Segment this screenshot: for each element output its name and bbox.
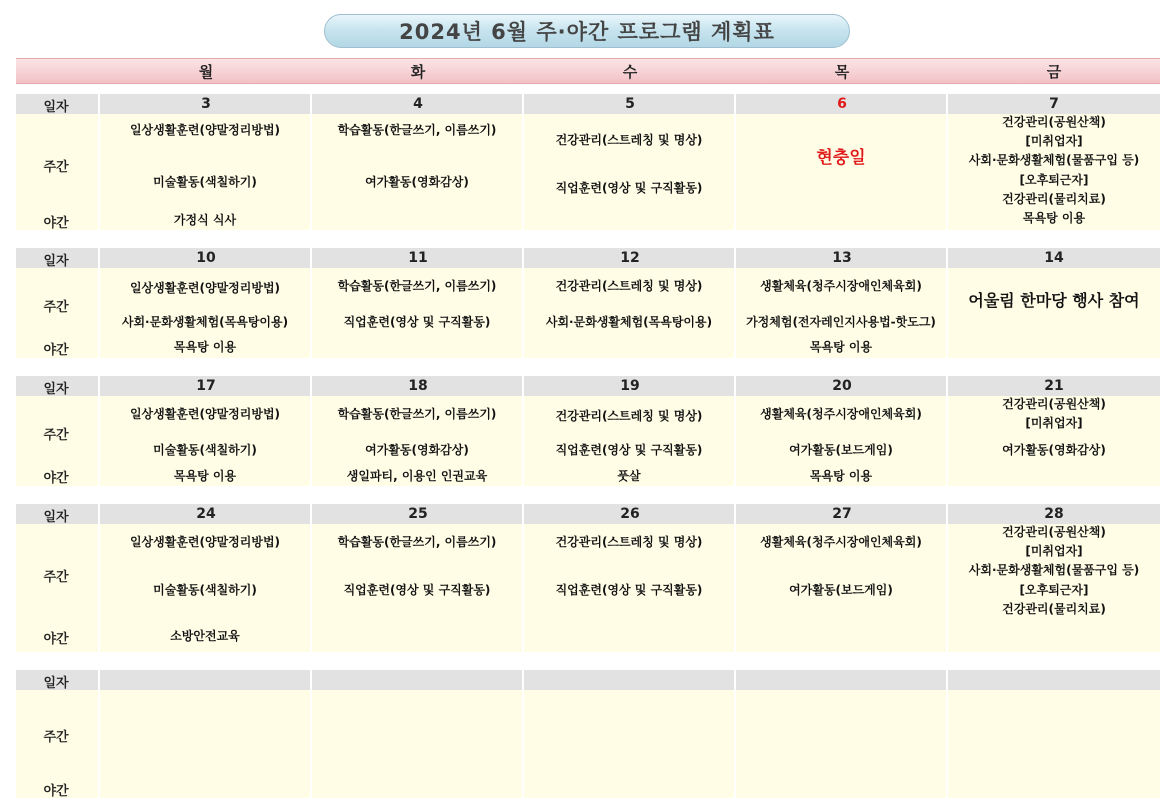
program-item: 생일파티, 이용인 인권교육 [346,469,488,483]
label-night: 야간 [43,216,69,231]
weekday-wed: 수 [622,62,638,81]
date-fri: 14 [1044,250,1064,266]
program-item: 미술활동(색칠하기) [153,175,257,189]
program-item: 생활체육(청주시장애인체육회) [760,407,922,421]
cell-thu [736,396,946,486]
page-title: 2024년 6월 주·야간 프로그램 계획표 [324,14,850,48]
program-item: 여가활동(보드게임) [789,583,893,597]
date-tue: 4 [413,96,423,112]
program-item: 가정식 식사 [173,213,237,227]
program-item: 여가활동(보드게임) [789,443,893,457]
cell-fri [948,396,1160,486]
week-3 [16,376,1160,486]
program-item: 사회·문화생활체험(목욕탕이용) [121,315,289,329]
program-item: 소방안전교육 [170,629,240,643]
cell-mon [100,524,310,652]
program-item: 건강관리(공원산책) [1002,115,1106,129]
cell-wed [524,114,734,230]
program-item: 일상생활훈련(양말정리방법) [129,123,281,137]
cell-fri [948,114,1160,230]
date-fri: 7 [1049,96,1059,112]
program-item: 건강관리(스트레칭 및 명상) [555,279,703,293]
program-item: 여가활동(영화감상) [365,175,469,189]
program-item: 목욕탕 이용 [809,340,873,354]
program-item: 여가활동(영화감상) [365,443,469,457]
program-item: 학습활동(한글쓰기, 이름쓰기) [337,535,497,549]
program-item: 사회·문화생활체험(물품구입 등) [968,153,1140,167]
program-item: 직업훈련(영상 및 구직활동) [555,443,703,457]
cell-mon [100,396,310,486]
date-wed: 5 [625,96,635,112]
date-thu: 20 [832,378,852,394]
cell-wed [524,524,734,652]
program-item: 생활체육(청주시장애인체육회) [760,535,922,549]
label-night: 야간 [43,343,69,358]
program-item: 학습활동(한글쓰기, 이름쓰기) [337,407,497,421]
program-item: 건강관리(스트레칭 및 명상) [555,133,703,147]
date-tue: 25 [408,506,428,522]
cell-thu [736,524,946,652]
weekday-tue: 화 [410,62,426,81]
week-2 [16,248,1160,358]
program-item: 목욕탕 이용 [173,469,237,483]
label-date: 일자 [43,510,69,525]
program-item: 일상생활훈련(양말정리방법) [129,281,281,295]
date-mon: 17 [196,378,216,394]
date-wed: 19 [620,378,640,394]
weekday-thu: 목 [834,62,850,81]
program-item: 건강관리(공원산책) [1002,525,1106,539]
program-item: 건강관리(스트레칭 및 명상) [555,535,703,549]
cell-fri [948,268,1160,358]
label-day: 주간 [43,160,69,175]
date-row [16,670,1160,690]
label-night: 야간 [43,784,69,799]
weekday-fri: 금 [1046,62,1062,81]
cell-thu [736,268,946,358]
program-item: 직업훈련(영상 및 구직활동) [343,315,491,329]
cell-tue [312,524,522,652]
program-item: 일상생활훈련(양말정리방법) [129,407,281,421]
weekday-mon: 월 [198,62,214,81]
date-tue: 18 [408,378,428,394]
week-4 [16,504,1160,652]
cell-fri [948,524,1160,652]
label-date: 일자 [43,254,69,269]
cell-tue [312,396,522,486]
program-item: 일상생활훈련(양말정리방법) [129,535,281,549]
program-item: 학습활동(한글쓰기, 이름쓰기) [337,123,497,137]
program-item: 건강관리(물리치료) [1002,602,1106,616]
program-item: 여가활동(영화감상) [1002,443,1106,457]
label-day: 주간 [43,570,69,585]
program-item: 건강관리(스트레칭 및 명상) [555,409,703,423]
label-day: 주간 [43,428,69,443]
program-item: 사회·문화생활체험(물품구입 등) [968,563,1140,577]
week-1 [16,94,1160,230]
date-tue: 11 [408,250,428,266]
program-item: 미술활동(색칠하기) [153,583,257,597]
label-night: 야간 [43,471,69,486]
label-night: 야간 [43,632,69,647]
program-item: 사회·문화생활체험(목욕탕이용) [545,315,713,329]
program-item: 미술활동(색칠하기) [153,443,257,457]
cell-thu [736,114,946,230]
weekday-header [16,58,1160,84]
program-item: 목욕탕 이용 [809,469,873,483]
label-date: 일자 [43,382,69,397]
event-label: 어울림 한마당 행사 참여 [968,291,1140,310]
cell-wed [524,268,734,358]
program-item: [미취업자] [1025,416,1083,430]
program-item: 건강관리(공원산책) [1002,397,1106,411]
program-item: [미취업자] [1025,544,1083,558]
date-thu: 13 [832,250,852,266]
program-item: 가정체험(전자레인지사용법-핫도그) [746,315,936,329]
date-fri: 28 [1044,506,1064,522]
date-wed: 26 [620,506,640,522]
program-item: 직업훈련(영상 및 구직활동) [555,181,703,195]
program-item: 학습활동(한글쓰기, 이름쓰기) [337,279,497,293]
date-wed: 12 [620,250,640,266]
program-item: 목욕탕 이용 [1022,211,1086,225]
date-fri: 21 [1044,378,1064,394]
schedule-row [16,690,1160,798]
program-item: 풋살 [617,469,641,483]
label-day: 주간 [43,300,69,315]
program-item: 생활체육(청주시장애인체육회) [760,279,922,293]
program-item: [오후퇴근자] [1019,583,1089,597]
cell-wed [524,396,734,486]
date-thu-holiday: 6 [837,96,847,112]
holiday-label: 현충일 [816,148,866,168]
program-item: [오후퇴근자] [1019,173,1089,187]
program-item: 직업훈련(영상 및 구직활동) [555,583,703,597]
date-mon: 10 [196,250,216,266]
program-item: 직업훈련(영상 및 구직활동) [343,583,491,597]
cell-mon [100,268,310,358]
cell-tue [312,268,522,358]
program-item: [미취업자] [1025,134,1083,148]
week-5-empty [16,670,1160,798]
program-item: 건강관리(물리치료) [1002,192,1106,206]
date-thu: 27 [832,506,852,522]
label-date: 일자 [43,100,69,115]
cell-tue [312,114,522,230]
program-item: 목욕탕 이용 [173,340,237,354]
label-day: 주간 [43,730,69,745]
cell-mon [100,114,310,230]
date-mon: 24 [196,506,216,522]
date-mon: 3 [201,96,211,112]
label-date: 일자 [43,676,69,691]
